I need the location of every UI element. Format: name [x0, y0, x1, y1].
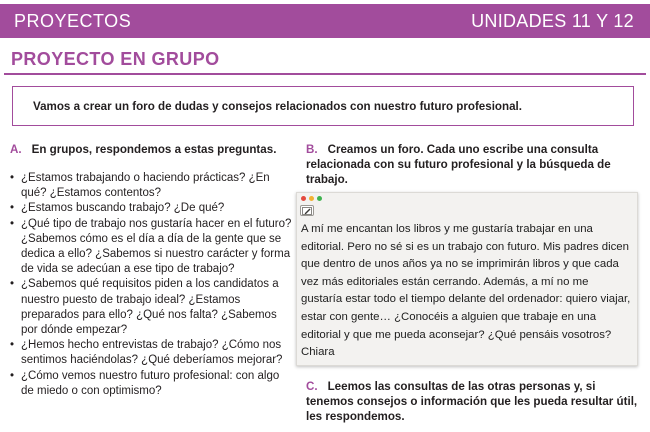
section-b-heading-text: Creamos un foro. Cada uno escribe una consulta relacionada con su futuro profesional y la búsqueda de trabajo.: [306, 143, 611, 186]
section-b-letter: B.: [306, 143, 318, 156]
minimize-dot-icon: [309, 196, 314, 201]
section-a-heading-text: En grupos, respondemos a estas preguntas.: [31, 143, 277, 156]
forum-post-card: [296, 192, 638, 366]
list-item: • ¿Sabemos qué requisitos piden a los candidatos a nuestro puesto de trabajo ideal? ¿Estamos preparados para ello? ¿Qué nos falta? ¿Sabemos por dónde empezar?: [8, 277, 294, 338]
section-c-letter: C.: [306, 380, 318, 393]
edit-icon[interactable]: [300, 205, 314, 216]
list-item: • ¿Qué tipo de trabajo nos gustaría hacer en el futuro? ¿Sabemos cómo es el día a día de la gente que se dedica a ello? ¿Sabemos si nuestro carácter y forma de vida se adecúan a ese tipo de trabajo?: [8, 217, 294, 278]
post-body: A mí me encantan los libros y me gustaría trabajar en una editorial. Pero no sé si es un trabajo con futuro. Mis padres dicen que dentro de unos años ya no se imprimirán libros y que cada vez más editoriales están cerrando. Además, a mí no me gustaría estar todo el tiempo delante del ordenador: quiero viajar, estar con gente… ¿Conocéis a alguien que trabaje en una editorial y que me pueda aconsejar? ¿Qué pensáis vosotros?: [301, 223, 631, 341]
forum-post-text: [301, 221, 631, 362]
section-a: [8, 142, 294, 399]
section-c-heading-text: Leemos las consultas de las otras personas y, si tenemos consejos o información que les pueda resultar útil, les respondemos.: [306, 380, 638, 423]
title-divider: [4, 73, 646, 75]
close-dot-icon: [301, 196, 306, 201]
header-bar: [0, 4, 650, 38]
header-left-label: PROYECTOS: [14, 10, 132, 31]
intro-text: Vamos a crear un foro de dudas y consejos relacionados con nuestro futuro profesional.: [33, 99, 522, 113]
header-right-label: UNIDADES 11 Y 12: [471, 10, 634, 31]
section-a-letter: A.: [10, 143, 22, 156]
question-list: [8, 171, 294, 399]
maximize-dot-icon: [317, 196, 322, 201]
window-controls: [301, 196, 322, 201]
section-b: [304, 142, 634, 187]
list-item: • ¿Estamos buscando trabajo? ¿De qué?: [8, 201, 294, 216]
post-signature: Chiara: [301, 346, 335, 359]
section-b-heading: [304, 142, 634, 187]
section-a-heading: [8, 142, 294, 157]
section-title: PROYECTO EN GRUPO: [11, 49, 220, 69]
list-item: • ¿Estamos trabajando o haciendo prácticas? ¿En qué? ¿Estamos contentos?: [8, 171, 294, 201]
list-item: • ¿Hemos hecho entrevistas de trabajo? ¿Cómo nos sentimos haciéndolas? ¿Qué deberíamos mejorar?: [8, 338, 294, 368]
intro-box: [12, 86, 634, 126]
section-c-heading: [306, 379, 638, 424]
list-item: • ¿Cómo vemos nuestro futuro profesional: con algo de miedo o con optimismo?: [8, 369, 294, 399]
